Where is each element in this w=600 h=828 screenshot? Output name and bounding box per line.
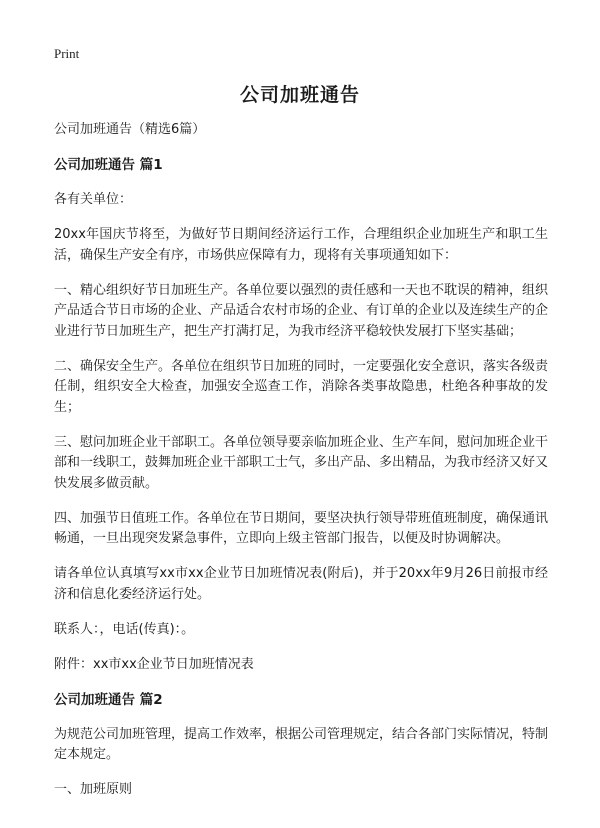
item-3-paragraph: 三、慰问加班企业干部职工。各单位领导要亲临加班企业、生产车间，慰问加班企业干部和一线职工，鼓舞加班企业干部职工士气，多出产品、多出精品，为我市经济又好又快发展多做贡献。 (54, 434, 549, 491)
article-2-section-1: 一、加班原则 (54, 782, 133, 797)
article-heading-1: 公司加班通告 篇1 (54, 157, 163, 173)
contact-line: 联系人：，电话(传真)：。 (54, 621, 195, 637)
attachment-line: 附件：xx市xx企业节日加班情况表 (54, 656, 254, 672)
item-2-paragraph: 二、确保安全生产。各单位在组织节日加班的同时，一定要强化安全意识，落实各级责任制，组织安全大检查，加强安全巡查工作，消除各类事故隐患，杜绝各种事故的发生； (54, 358, 549, 415)
article-heading-2: 公司加班通告 篇2 (54, 691, 163, 708)
item-4-paragraph: 四、加强节日值班工作。各单位在节日期间，要坚决执行领导带班值班制度，确保通讯畅通，一旦出现突发紧急事件，立即向上级主管部门报告，以便及时协调解决。 (54, 510, 549, 546)
print-link[interactable]: Print (54, 46, 80, 61)
submission-paragraph: 请各单位认真填写xx市xx企业节日加班情况表(附后)，并于20xx年9月26日前报市经济和信息化委经济运行处。 (54, 566, 548, 602)
document-subtitle: 公司加班通告（精选6篇） (54, 122, 206, 137)
item-1-paragraph: 一、精心组织好节日加班生产。各单位要以强烈的责任感和一天也不耽误的精神，组织产品适合节日市场的企业、产品适合农村市场的企业、有订单的企业以及连续生产的企业进行节日加班生产，把生产打满打足，为我市经济平稳较快发展打下坚实基础； (54, 282, 549, 339)
article-2-intro: 为规范公司加班管理，提高工作效率，根据公司管理规定，结合各部门实际情况，特制定本规定。 (54, 726, 549, 762)
intro-paragraph: 20xx年国庆节将至，为做好节日期间经济运行工作，合理组织企业加班生产和职工生活，确保生产安全有序，市场供应保障有力，现将有关事项通知如下： (54, 227, 548, 263)
salutation: 各有关单位： (54, 192, 133, 207)
document-body (54, 120, 548, 815)
page-title: 公司加班通告 (239, 84, 360, 106)
